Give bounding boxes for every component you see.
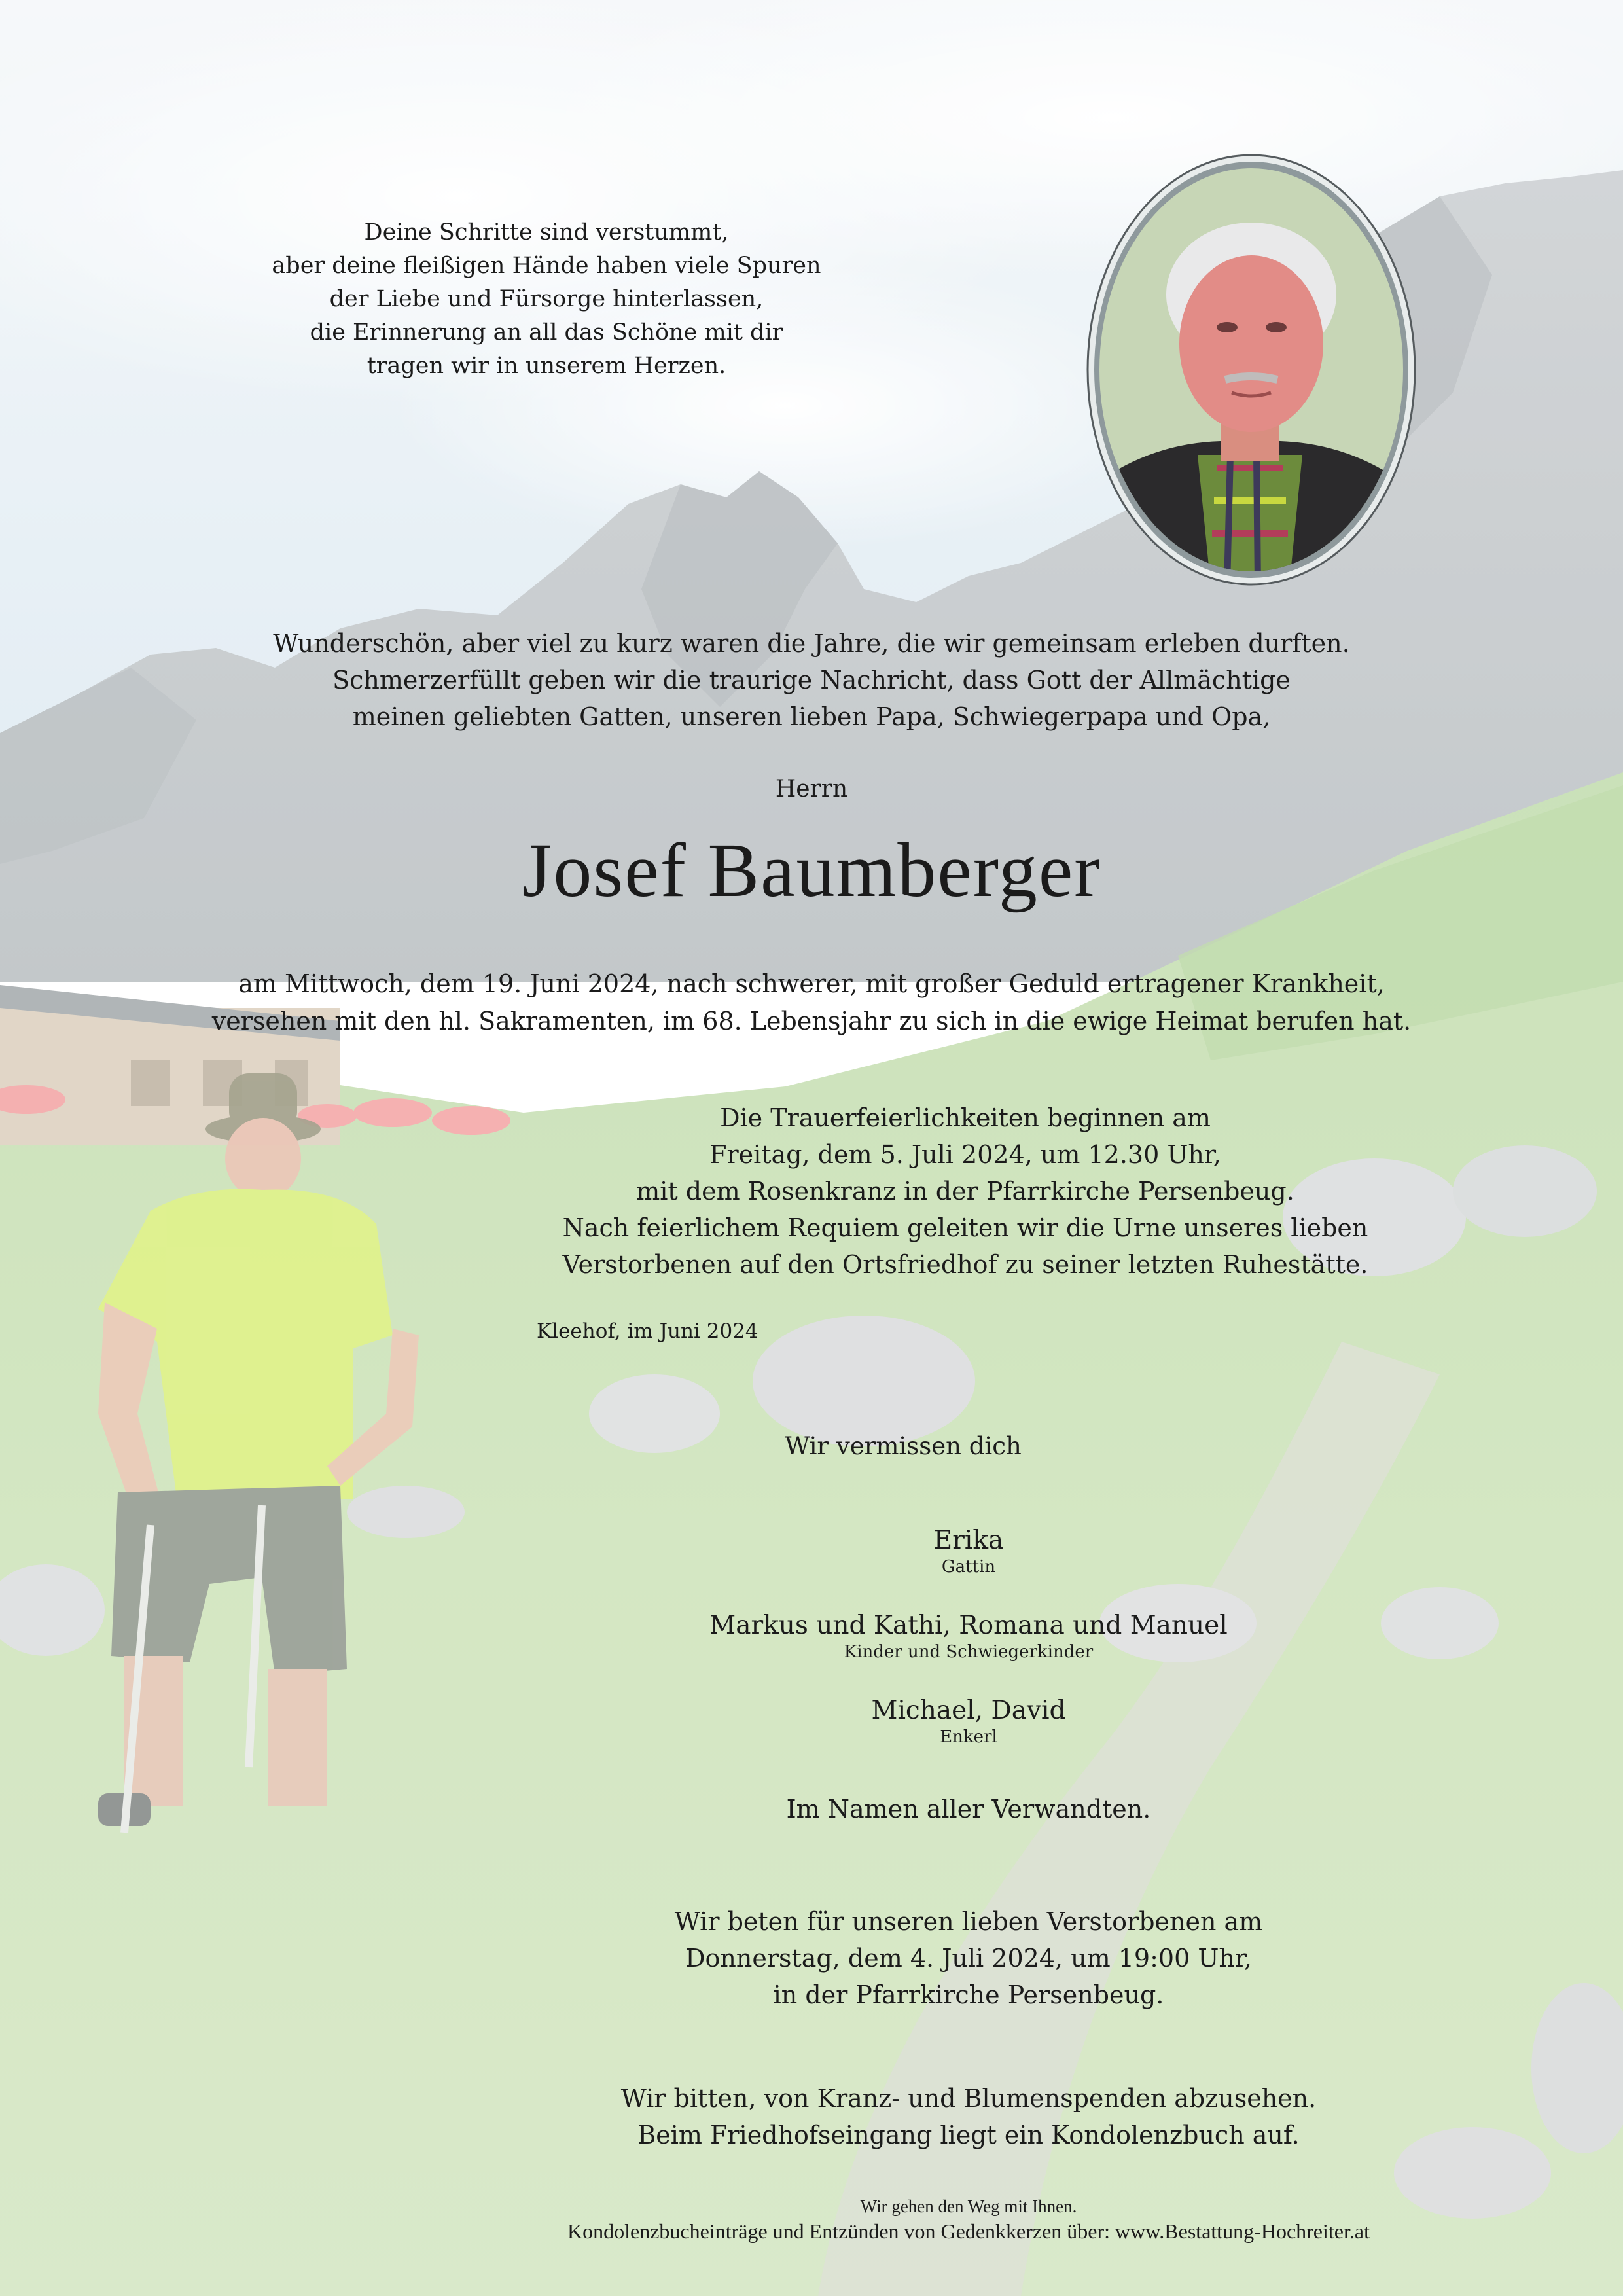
funeral-home-footer [458,2194,1479,2244]
miss-you-heading: Wir vermissen dich [785,1432,1022,1460]
prayer-line: Wir beten für unseren lieben Verstorbenen am [674,1907,1263,1936]
funeral-line: Nach feierlichem Requiem geleiten wir die Urne unseres lieben [562,1213,1368,1242]
portrait-photo [1086,154,1417,586]
footer-website-line: Kondolenzbucheinträge und Entzünden von Gedenkkerzen über: www.Bestattung-Hochreiter.at [567,2219,1370,2243]
intro-text [157,625,1466,735]
deceased-name: Josef Baumberger [522,827,1101,913]
family-list [484,1525,1453,1780]
funeral-details [393,1100,1538,1283]
family-member-role: Gattin [941,1557,996,1577]
memorial-poem [216,216,877,383]
family-member-name: Michael, David [871,1696,1066,1725]
prayer-line: Donnerstag, dem 4. Juli 2024, um 19:00 Uhr, [685,1944,1252,1973]
prayer-details [510,1903,1427,2013]
prayer-line: in der Pfarrkirche Persenbeug. [773,1981,1164,2009]
flowers-line: Wir bitten, von Kranz- und Blumenspenden abzusehen. [620,2084,1317,2113]
family-member-name: Markus und Kathi, Romana und Manuel [709,1611,1228,1640]
poem-line: tragen wir in unserem Herzen. [366,353,726,379]
poem-line: die Erinnerung an all das Schöne mit dir [310,319,783,346]
place-date: Kleehof, im Juni 2024 [537,1319,758,1343]
death-notice-line: am Mittwoch, dem 19. Juni 2024, nach schwerer, mit großer Geduld ertragener Krankheit, [238,969,1385,998]
family-member-role: Kinder und Schwiegerkinder [844,1642,1094,1662]
death-notice-line: versehen mit den hl. Sakramenten, im 68. Lebensjahr zu sich in die ewige Heimat berufen hat. [211,1007,1412,1035]
all-relatives-line: Im Namen aller Verwandten. [786,1795,1151,1823]
poem-line: Deine Schritte sind verstummt, [364,219,729,245]
salutation: Herrn [775,776,848,802]
intro-line: Schmerzerfüllt geben wir die traurige Nachricht, dass Gott der Allmächtige [332,666,1291,694]
footer-slogan: Wir gehen den Weg mit Ihnen. [860,2197,1077,2216]
funeral-line: Verstorbenen auf den Ortsfriedhof zu seiner letzten Ruhestätte. [562,1250,1368,1279]
poem-line: aber deine fleißigen Hände haben viele Spuren [272,253,821,279]
funeral-line: Freitag, dem 5. Juli 2024, um 12.30 Uhr, [709,1140,1221,1169]
flowers-request [458,2080,1479,2153]
intro-line: meinen geliebten Gatten, unseren lieben Papa, Schwiegerpapa und Opa, [352,702,1271,731]
poem-line: der Liebe und Fürsorge hinterlassen, [329,286,764,312]
death-notice [92,965,1531,1040]
family-member-role: Enkerl [940,1727,997,1747]
family-member-name: Erika [933,1526,1004,1555]
funeral-line: mit dem Rosenkranz in der Pfarrkirche Persenbeug. [636,1177,1294,1206]
flowers-line: Beim Friedhofseingang liegt ein Kondolenzbuch auf. [637,2121,1300,2149]
intro-line: Wunderschön, aber viel zu kurz waren die Jahre, die wir gemeinsam erleben durften. [273,629,1350,658]
funeral-line: Die Trauerfeierlichkeiten beginnen am [720,1103,1211,1132]
